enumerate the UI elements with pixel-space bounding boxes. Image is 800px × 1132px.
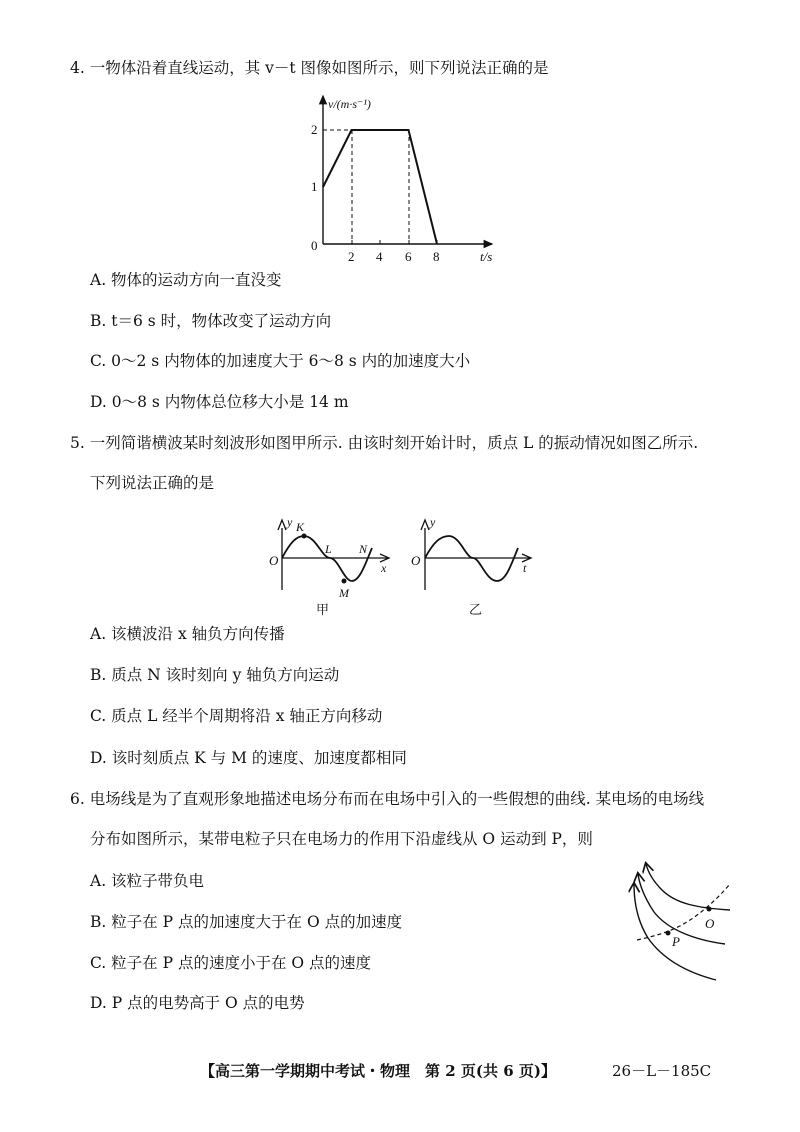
footer-title: 【高三第一学期期中考试・物理 第 2 页(共 6 页)】 <box>200 1062 556 1080</box>
q5-stem-line1: 5. 一列简谐横波某时刻波形如图甲所示. 由该时刻开始计时，质点 L 的振动情况如图乙所示. <box>70 434 699 452</box>
q4-y-tick-2: 2 <box>311 122 318 137</box>
q4-option-b: B. t＝6 s 时，物体改变了运动方向 <box>90 312 332 330</box>
q5a-point-m: M <box>339 586 349 600</box>
q5a-origin: O <box>269 553 279 568</box>
q5a-point-l: L <box>325 542 332 556</box>
q4-x-axis-label: t/s <box>480 249 493 264</box>
q5a-point-k: K <box>296 520 305 534</box>
q5-option-a: A. 该横波沿 x 轴负方向传播 <box>90 625 285 643</box>
q4-option-c: C. 0～2 s 内物体的加速度大于 6～8 s 内的加速度大小 <box>90 352 471 370</box>
q6-point-p-label: P <box>672 934 680 949</box>
q4-x-tick-8: 8 <box>433 249 440 264</box>
q4-option-d: D. 0～8 s 内物体总位移大小是 14 m <box>90 393 349 411</box>
q5b-origin: O <box>411 553 421 568</box>
q4-option-a: A. 物体的运动方向一直没变 <box>90 271 282 289</box>
q5b-caption: 乙 <box>469 602 483 617</box>
q4-stem: 4. 一物体沿着直线运动，其 v－t 图像如图所示，则下列说法正确的是 <box>70 59 549 77</box>
q6-option-c: C. 粒子在 P 点的速度小于在 O 点的速度 <box>90 954 372 972</box>
q4-x-tick-4: 4 <box>376 249 383 264</box>
q4-origin-label: 0 <box>311 238 318 253</box>
q5a-y-label: y <box>287 515 293 529</box>
q5b-x-label: t <box>523 561 527 575</box>
q5-option-b: B. 质点 N 该时刻向 y 轴负方向运动 <box>90 666 340 684</box>
q4-y-tick-1: 1 <box>311 179 318 194</box>
q4-y-axis-label: v/(m·s⁻¹) <box>328 97 371 111</box>
q5-stem-line2: 下列说法正确的是 <box>90 474 215 492</box>
q5a-point-n: N <box>359 542 368 556</box>
q5a-x-label: x <box>381 561 387 575</box>
q5a-caption: 甲 <box>316 602 330 617</box>
q6-stem-line1: 6. 电场线是为了直观形象地描述电场分布而在电场中引入的一些假想的曲线. 某电场的电场线 <box>70 790 705 808</box>
q6-option-b: B. 粒子在 P 点的加速度大于在 O 点的加速度 <box>90 913 403 931</box>
q5-option-c: C. 质点 L 经半个周期将沿 x 轴正方向移动 <box>90 707 383 725</box>
q5-option-d: D. 该时刻质点 K 与 M 的速度、加速度都相同 <box>90 749 407 767</box>
q6-stem-line2: 分布如图所示，某带电粒子只在电场力的作用下沿虚线从 O 运动到 P，则 <box>90 830 593 848</box>
q5b-y-label: y <box>430 515 436 529</box>
footer-code: 26－L－185C <box>612 1062 712 1080</box>
q4-x-tick-6: 6 <box>405 249 412 264</box>
q6-option-a: A. 该粒子带负电 <box>90 872 205 890</box>
q6-point-o-label: O <box>705 916 715 931</box>
q4-x-tick-2: 2 <box>348 249 355 264</box>
q6-option-d: D. P 点的电势高于 O 点的电势 <box>90 994 305 1012</box>
